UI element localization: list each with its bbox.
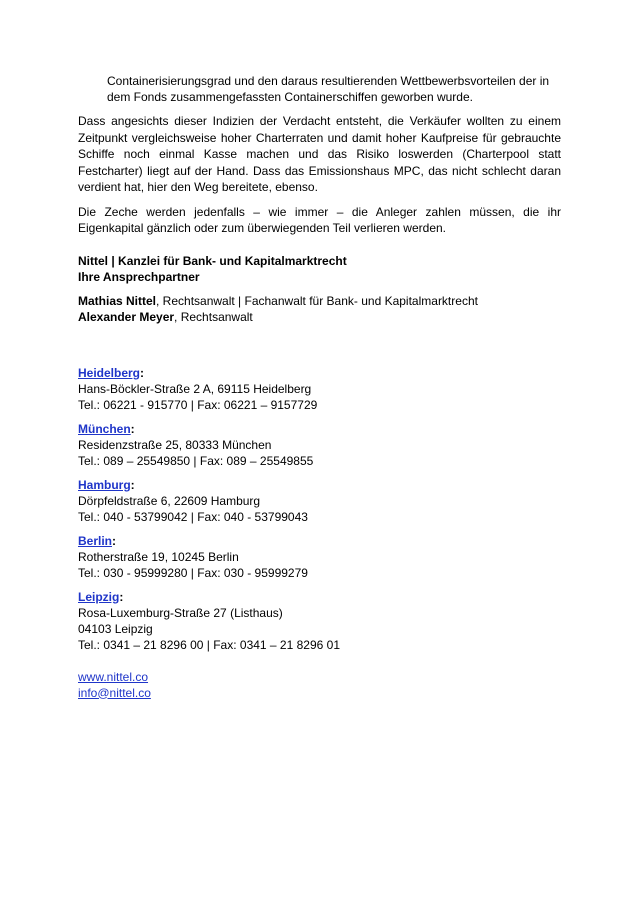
contacts-heading: Ihre Ansprechpartner bbox=[78, 269, 200, 284]
office-link-muenchen[interactable]: München bbox=[78, 421, 131, 436]
office-address: Hans-Böckler-Straße 2 A, 69115 Heidelberg bbox=[78, 381, 312, 396]
email-link[interactable]: info@nittel.co bbox=[78, 685, 151, 700]
office-address: Dörpfeldstraße 6, 22609 Hamburg bbox=[78, 493, 261, 508]
contact-person-1 bbox=[78, 293, 561, 309]
office-link-hamburg[interactable]: Hamburg bbox=[78, 477, 131, 492]
intro-line: dem Fonds zusammengefassten Containerschiffen geworben wurde. bbox=[107, 90, 473, 104]
paragraph-zeche: Die Zeche werden jedenfalls – wie immer – die Anleger zahlen müssen, die ihr Eigenkapital gänzlich oder zum überwiegenden Teil verlieren werden. bbox=[78, 204, 561, 235]
office-heidelberg: Heidelberg: Hans-Böckler-Straße 2 A, 69115 Heidelberg Tel.: 06221 - 915770 | Fax: 06221 – 9157729 bbox=[78, 365, 561, 413]
office-phone: Tel.: 089 – 25549850 | Fax: 089 – 25549855 bbox=[78, 453, 314, 468]
office-muenchen: München: Residenzstraße 25, 80333 München Tel.: 089 – 25549850 | Fax: 089 – 25549855 bbox=[78, 421, 561, 469]
firm-name: Nittel | Kanzlei für Bank- und Kapitalmarktrecht bbox=[78, 253, 347, 268]
office-phone: Tel.: 030 - 95999280 | Fax: 030 - 95999279 bbox=[78, 565, 308, 580]
person-title: , Rechtsanwalt | Fachanwalt für Bank- und Kapitalmarktrecht bbox=[156, 293, 478, 308]
office-address-2: 04103 Leipzig bbox=[78, 621, 153, 636]
office-hamburg: Hamburg: Dörpfeldstraße 6, 22609 Hamburg Tel.: 040 - 53799042 | Fax: 040 - 53799043 bbox=[78, 477, 561, 525]
office-link-heidelberg[interactable]: Heidelberg bbox=[78, 365, 141, 380]
office-address: Rotherstraße 19, 10245 Berlin bbox=[78, 549, 239, 564]
intro-line: Containerisierungsgrad und den daraus resultierenden Wettbewerbsvorteilen der in bbox=[107, 74, 550, 88]
office-leipzig: Leipzig: Rosa-Luxemburg-Straße 27 (Listhaus) 04103 Leipzig Tel.: 0341 – 21 8296 00 | Fax: 0341 – 21 8296 01 bbox=[78, 589, 561, 653]
office-phone: Tel.: 06221 - 915770 | Fax: 06221 – 9157729 bbox=[78, 397, 318, 412]
person-name: Alexander Meyer bbox=[78, 309, 175, 324]
paragraph-verdacht: Dass angesichts dieser Indizien der Verdacht entsteht, die Verkäufer wollten zu einem Zeitpunkt vergleichsweise hoher Charterraten und damit hoher Kaufpreise für gebrauchte Schiffe noch einmal Kasse machen und das Risiko loswerden (Charterpool statt Festcharter) liegt auf der Hand. Dass das Emissionshaus MPC, das nicht schlecht daran verdient hat, hier den Weg bereitete, ebenso. bbox=[78, 114, 561, 194]
document-page bbox=[78, 73, 561, 701]
office-link-berlin[interactable]: Berlin bbox=[78, 533, 113, 548]
website-link[interactable]: www.nittel.co bbox=[78, 669, 149, 684]
office-berlin: Berlin: Rotherstraße 19, 10245 Berlin Tel.: 030 - 95999280 | Fax: 030 - 95999279 bbox=[78, 533, 561, 581]
office-address: Residenzstraße 25, 80333 München bbox=[78, 437, 272, 452]
office-phone: Tel.: 040 - 53799042 | Fax: 040 - 53799043 bbox=[78, 509, 308, 524]
office-phone: Tel.: 0341 – 21 8296 00 | Fax: 0341 – 21 8296 01 bbox=[78, 637, 340, 652]
office-link-leipzig[interactable]: Leipzig bbox=[78, 589, 120, 604]
person-title: , Rechtsanwalt bbox=[174, 309, 253, 324]
person-name: Mathias Nittel bbox=[78, 293, 157, 308]
intro-indented-text bbox=[107, 73, 561, 105]
office-address: Rosa-Luxemburg-Straße 27 (Listhaus) bbox=[78, 605, 283, 620]
contact-person-2 bbox=[78, 309, 561, 325]
